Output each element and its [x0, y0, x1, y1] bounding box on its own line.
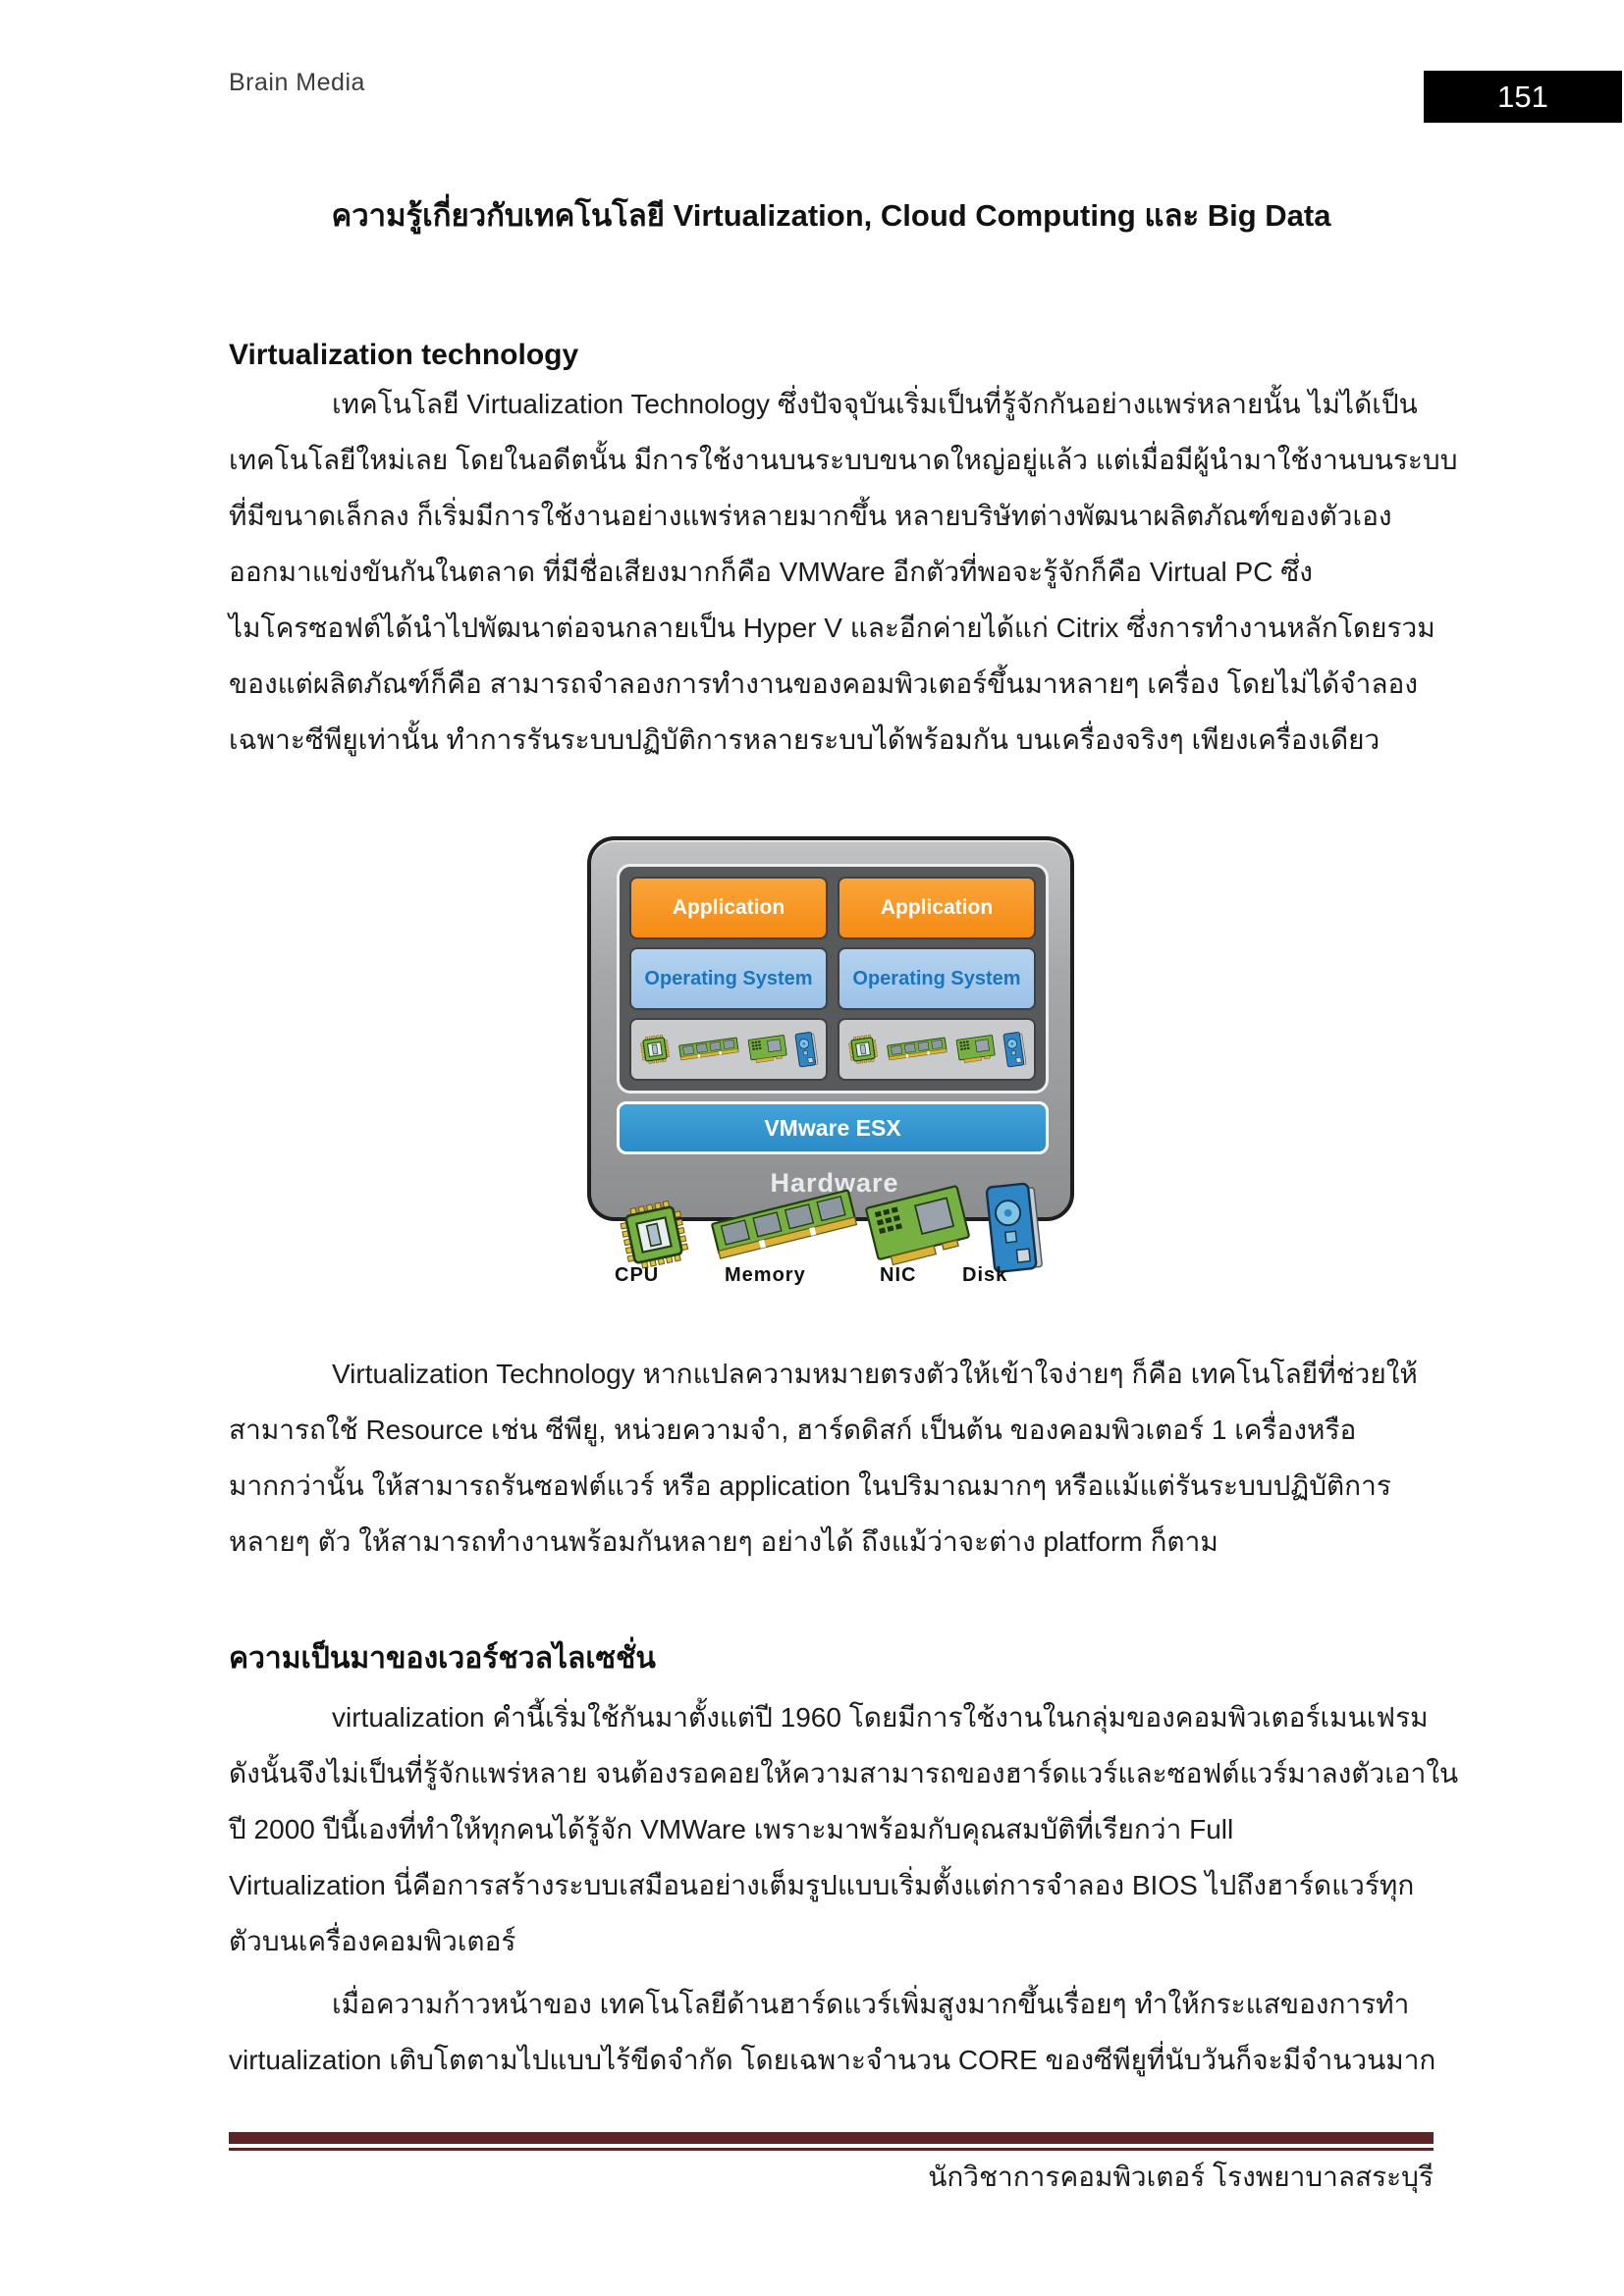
virtual-hardware-strip — [838, 1018, 1036, 1081]
text-line: Virtualization นี่คือการสร้างระบบเสมือนอย่างเต็มรูปแบบเริ่มตั้งแต่การจำลอง BIOS ไปถึงฮาร์ดแวร์ทุก — [229, 1870, 1415, 1900]
paragraph-2 — [229, 1346, 1436, 1570]
footer-rule-thin — [229, 2148, 1434, 2151]
disk-icon — [983, 1179, 1045, 1275]
text-line: ตัวบนเครื่องคอมพิวเตอร์ — [229, 1926, 516, 1956]
hardware-label: Hardware — [770, 1168, 899, 1198]
section-heading-virtualization-technology: Virtualization technology — [229, 339, 579, 371]
memory-icon — [886, 1034, 949, 1065]
cpu-icon — [846, 1033, 880, 1066]
memory-label: Memory — [725, 1264, 806, 1286]
footer-rule-thick — [229, 2132, 1434, 2144]
vmware-esx-layer: VMware ESX — [617, 1101, 1049, 1154]
disk-icon — [1002, 1031, 1028, 1069]
text-line: ปี 2000 ปีนี้เองที่ทำให้ทุกคนได้รู้จัก VMWare เพราะมาพร้อมกับคุณสมบัติที่เรียกว่า Full — [229, 1814, 1234, 1844]
operating-system-box: Operating System — [838, 947, 1036, 1010]
cpu-icon — [615, 1196, 694, 1275]
application-box: Application — [629, 877, 828, 939]
text-line: Virtualization Technology หากแปลความหมายตรงตัวให้เข้าใจง่ายๆ ก็คือ เทคโนโลยีที่ช่วยให้ — [332, 1359, 1418, 1389]
memory-icon — [677, 1034, 741, 1065]
text-line: ดังนั้นจึงไม่เป็นที่รู้จักแพร่หลาย จนต้องรอคอยให้ความสามารถของฮาร์ดแวร์และซอฟต์แวร์มาลงตัวเอาใน — [229, 1758, 1459, 1789]
text-line: มากกว่านั้น ให้สามารถรันซอฟต์แวร์ หรือ application ในปริมาณมากๆ หรือแม้แต่รันระบบปฏิบัติการ — [229, 1470, 1391, 1501]
disk-icon — [794, 1031, 820, 1069]
text-line: ของแต่ผลิตภัณฑ์ก็คือ สามารถจำลองการทำงานของคอมพิวเตอร์ขึ้นมาหลายๆ เครื่อง โดยไม่ได้จำลอง — [229, 668, 1419, 699]
paragraph-3 — [229, 1689, 1459, 1969]
text-line: หลายๆ ตัว ให้สามารถทำงานพร้อมกันหลายๆ อย่างได้ ถึงแม้ว่าจะต่าง platform ก็ตาม — [229, 1526, 1218, 1557]
text-line: ที่มีขนาดเล็กลง ก็เริ่มมีการใช้งานอย่างแพร่หลายมากขึ้น หลายบริษัทต่างพัฒนาผลิตภัณฑ์ของตัวเอง — [229, 501, 1392, 531]
nic-label: NIC — [880, 1264, 917, 1286]
vm-panel — [617, 864, 1049, 1094]
hardware-chassis — [587, 836, 1074, 1221]
paragraph-4 — [229, 1976, 1436, 2088]
text-line: เมื่อความก้าวหน้าของ เทคโนโลยีด้านฮาร์ดแวร์เพิ่มสูงมากขึ้นเรื่อยๆ ทำให้กระแสของการทำ — [332, 1989, 1410, 2019]
disk-label: Disk — [962, 1264, 1008, 1286]
nic-icon — [954, 1033, 998, 1066]
virtualization-diagram — [587, 836, 1074, 1298]
text-line: สามารถใช้ Resource เช่น ซีพียู, หน่วยความจำ, ฮาร์ดดิสก์ เป็นต้น ของคอมพิวเตอร์ 1 เครื่องหรือ — [229, 1415, 1357, 1445]
paragraph-1 — [229, 376, 1458, 768]
page-number-box — [1424, 71, 1622, 123]
virtual-machine-1 — [629, 877, 828, 1081]
operating-system-box: Operating System — [629, 947, 828, 1010]
text-line: virtualization เติบโตตามไปแบบไร้ขีดจำกัด โดยเฉพาะจำนวน CORE ของซีพียูที่นับวันก็จะมีจำนวนมาก — [229, 2045, 1436, 2075]
text-line: virtualization คำนี้เริ่มใช้กันมาตั้งแต่ปี 1960 โดยมีการใช้งานในกลุ่มของคอมพิวเตอร์เมนเฟรม — [332, 1702, 1429, 1733]
footer-credit: นักวิชาการคอมพิวเตอร์ โรงพยาบาลสระบุรี — [928, 2162, 1434, 2192]
section-heading-history: ความเป็นมาของเวอร์ชวลไลเซชั่น — [229, 1642, 656, 1675]
brand-label: Brain Media — [229, 69, 365, 96]
page-number: 151 — [1497, 79, 1548, 114]
text-line: เทคโนโลยีใหม่เลย โดยในอดีตนั้น มีการใช้งานบนระบบขนาดใหญ่อยู่แล้ว แต่เมื่อมีผู้นำมาใช้งานบนระบบ — [229, 445, 1458, 475]
cpu-label: CPU — [615, 1264, 660, 1286]
virtual-machine-2 — [838, 877, 1036, 1081]
text-line: เทคโนโลยี Virtualization Technology ซึ่งปัจจุบันเริ่มเป็นที่รู้จักกันอย่างแพร่หลายนั้น ไม่ได้เป็น — [332, 389, 1418, 419]
virtual-hardware-strip — [629, 1018, 828, 1081]
cpu-icon — [638, 1033, 672, 1066]
text-line: เฉพาะซีพียูเท่านั้น ทำการรันระบบปฏิบัติการหลายระบบได้พร้อมกัน บนเครื่องจริงๆ เพียงเครื่องเดียว — [229, 724, 1380, 755]
document-title: ความรู้เกี่ยวกับเทคโนโลยี Virtualization, Cloud Computing และ Big Data — [331, 198, 1331, 233]
text-line: ออกมาแข่งขันกันในตลาด ที่มีชื่อเสียงมากก็คือ VMWare อีกตัวที่พอจะรู้จักก็คือ Virtual PC ซึ่ง — [229, 557, 1313, 587]
text-line: ไมโครซอฟต์ได้นำไปพัฒนาต่อจนกลายเป็น Hyper V และอีกค่ายได้แก่ Citrix ซึ่งการทำงานหลักโดยรวม — [229, 613, 1435, 643]
application-box: Application — [838, 877, 1036, 939]
nic-icon — [746, 1033, 789, 1066]
